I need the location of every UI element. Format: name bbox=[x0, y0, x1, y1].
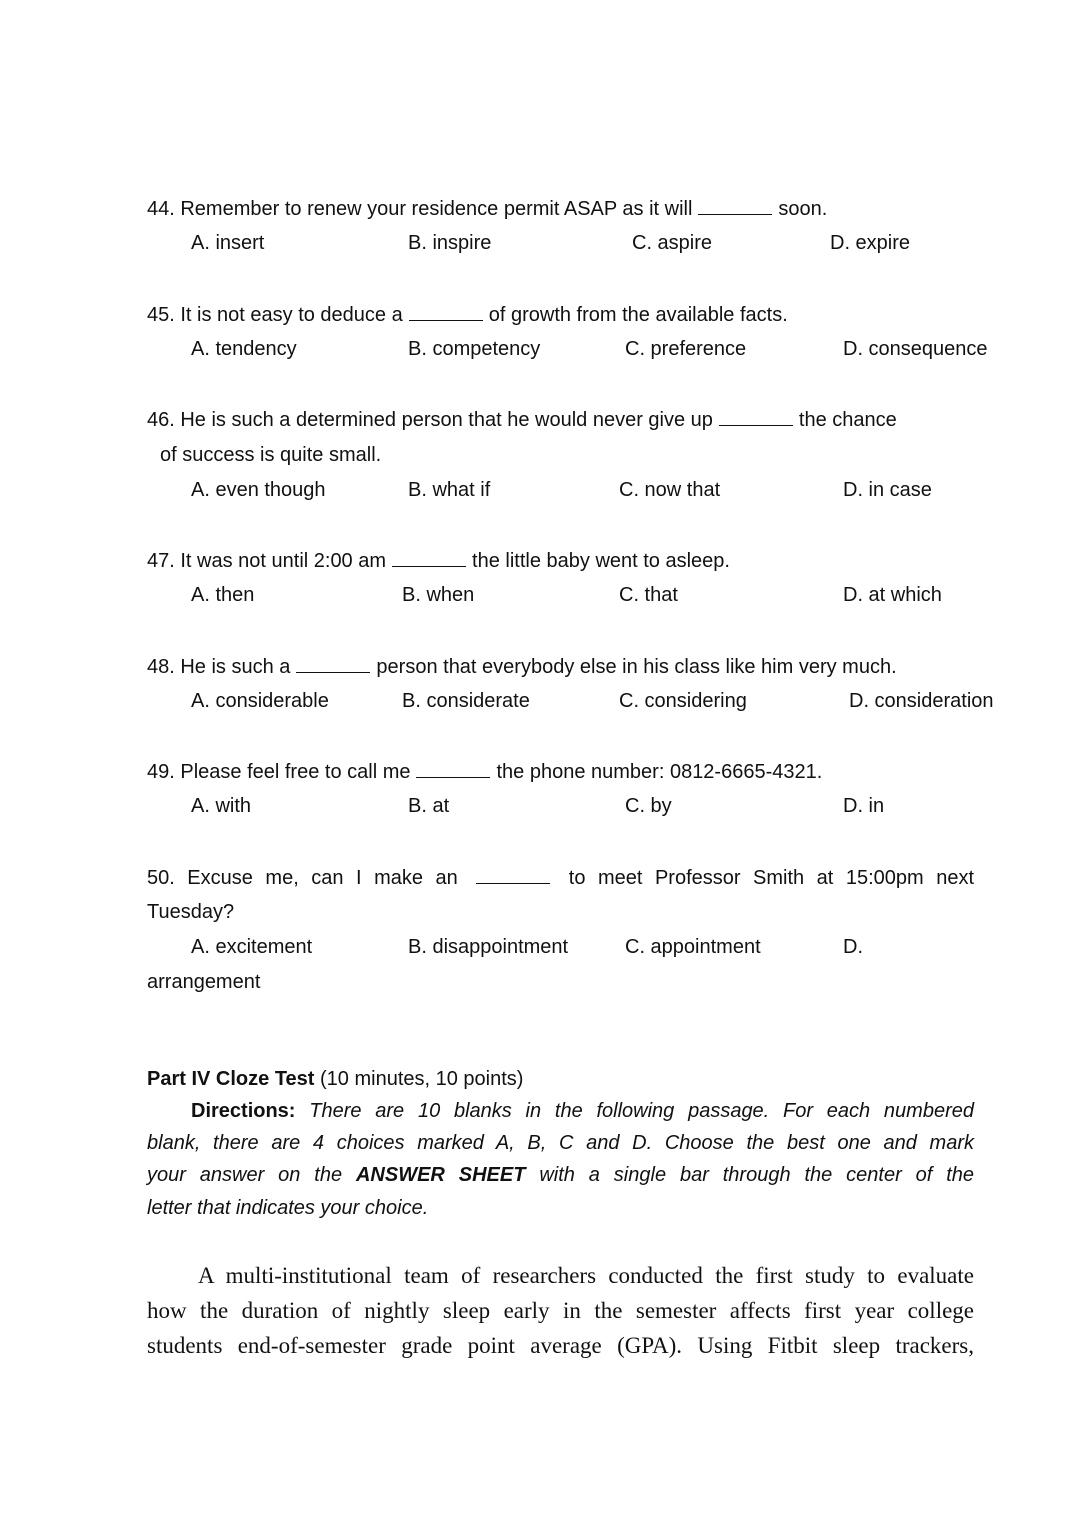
question-text: 46. He is such a determined person that he would never give up bbox=[147, 409, 713, 431]
option-b: B. considerate bbox=[402, 690, 530, 712]
option-c: C. considering bbox=[619, 690, 747, 712]
question-text: 45. It is not easy to deduce a bbox=[147, 304, 403, 326]
option-b: B. disappointment bbox=[408, 936, 569, 958]
option-c: C. preference bbox=[625, 338, 747, 360]
question-text: the chance bbox=[798, 409, 897, 431]
directions-line bbox=[191, 1099, 974, 1123]
option-a: A. insert bbox=[191, 232, 265, 254]
directions-line: blank, there are 4 choices marked A, B, C and D. Choose the best one and mark bbox=[147, 1132, 974, 1154]
directions-text: with a single bar through the center of the bbox=[539, 1164, 974, 1186]
option-a: A. excitement bbox=[191, 936, 313, 958]
question-text: the phone number: 0812-6665-4321. bbox=[496, 761, 823, 783]
option-b: B. when bbox=[402, 584, 475, 606]
directions-text: your answer on the bbox=[147, 1164, 343, 1186]
question-45 bbox=[147, 302, 788, 327]
option-a: A. with bbox=[191, 795, 252, 817]
answer-blank bbox=[698, 196, 772, 215]
option-d: D. consideration bbox=[849, 690, 994, 712]
option-d: D. consequence bbox=[843, 338, 988, 360]
option-b: B. inspire bbox=[408, 232, 492, 254]
question-49 bbox=[147, 759, 822, 784]
answer-blank bbox=[409, 302, 483, 321]
section-title: Part IV Cloze Test bbox=[147, 1068, 315, 1090]
option-d-wrap: arrangement bbox=[147, 971, 261, 993]
directions-text: There are 10 blanks in the following passage. For each numbered bbox=[309, 1100, 974, 1122]
passage-line: students end-of-semester grade point average (GPA). Using Fitbit sleep trackers, bbox=[147, 1333, 974, 1358]
option-b: B. competency bbox=[408, 338, 541, 360]
option-d: D. in bbox=[843, 795, 885, 817]
answer-blank bbox=[392, 548, 466, 567]
answer-blank bbox=[296, 654, 370, 673]
question-text: 48. He is such a bbox=[147, 656, 291, 678]
question-text: 49. Please feel free to call me bbox=[147, 761, 411, 783]
option-d: D. bbox=[843, 936, 863, 958]
question-continuation: Tuesday? bbox=[147, 901, 235, 923]
question-continuation: of success is quite small. bbox=[160, 444, 382, 466]
section-heading bbox=[147, 1067, 523, 1091]
question-48 bbox=[147, 654, 897, 679]
option-a: A. then bbox=[191, 584, 255, 606]
question-47 bbox=[147, 548, 730, 573]
answer-blank bbox=[719, 407, 793, 426]
option-d: D. expire bbox=[830, 232, 911, 254]
question-text: 47. It was not until 2:00 am bbox=[147, 550, 387, 572]
question-50 bbox=[147, 865, 974, 890]
directions-line: letter that indicates your choice. bbox=[147, 1197, 429, 1219]
section-detail: (10 minutes, 10 points) bbox=[320, 1068, 524, 1090]
passage-line: A multi-institutional team of researchers conducted the first study to evaluate bbox=[198, 1263, 974, 1288]
question-46 bbox=[147, 407, 897, 432]
answer-sheet-emphasis: ANSWER SHEET bbox=[355, 1164, 526, 1186]
question-text: 44. Remember to renew your residence permit ASAP as it will bbox=[147, 198, 693, 220]
passage-line: how the duration of nightly sleep early in the semester affects first year college bbox=[147, 1298, 974, 1323]
option-a: A. tendency bbox=[191, 338, 297, 360]
question-text: person that everybody else in his class like him very much. bbox=[376, 656, 897, 678]
answer-blank bbox=[476, 865, 550, 884]
option-c: C. aspire bbox=[632, 232, 713, 254]
option-a: A. even though bbox=[191, 479, 326, 501]
option-c: C. that bbox=[619, 584, 678, 606]
directions-line bbox=[147, 1163, 974, 1187]
option-d: D. in case bbox=[843, 479, 932, 501]
question-44 bbox=[147, 196, 827, 221]
directions-label: Directions: bbox=[191, 1100, 296, 1122]
question-text: to meet Professor Smith at 15:00pm next bbox=[568, 867, 974, 889]
question-text: soon. bbox=[778, 198, 828, 220]
question-text: 50. Excuse me, can I make an bbox=[147, 867, 458, 889]
question-text: of growth from the available facts. bbox=[488, 304, 788, 326]
option-c: C. appointment bbox=[625, 936, 761, 958]
answer-blank bbox=[416, 759, 490, 778]
option-a: A. considerable bbox=[191, 690, 329, 712]
option-b: B. what if bbox=[408, 479, 491, 501]
option-c: C. by bbox=[625, 795, 672, 817]
question-text: the little baby went to asleep. bbox=[472, 550, 730, 572]
option-d: D. at which bbox=[843, 584, 942, 606]
option-b: B. at bbox=[408, 795, 450, 817]
option-c: C. now that bbox=[619, 479, 721, 501]
